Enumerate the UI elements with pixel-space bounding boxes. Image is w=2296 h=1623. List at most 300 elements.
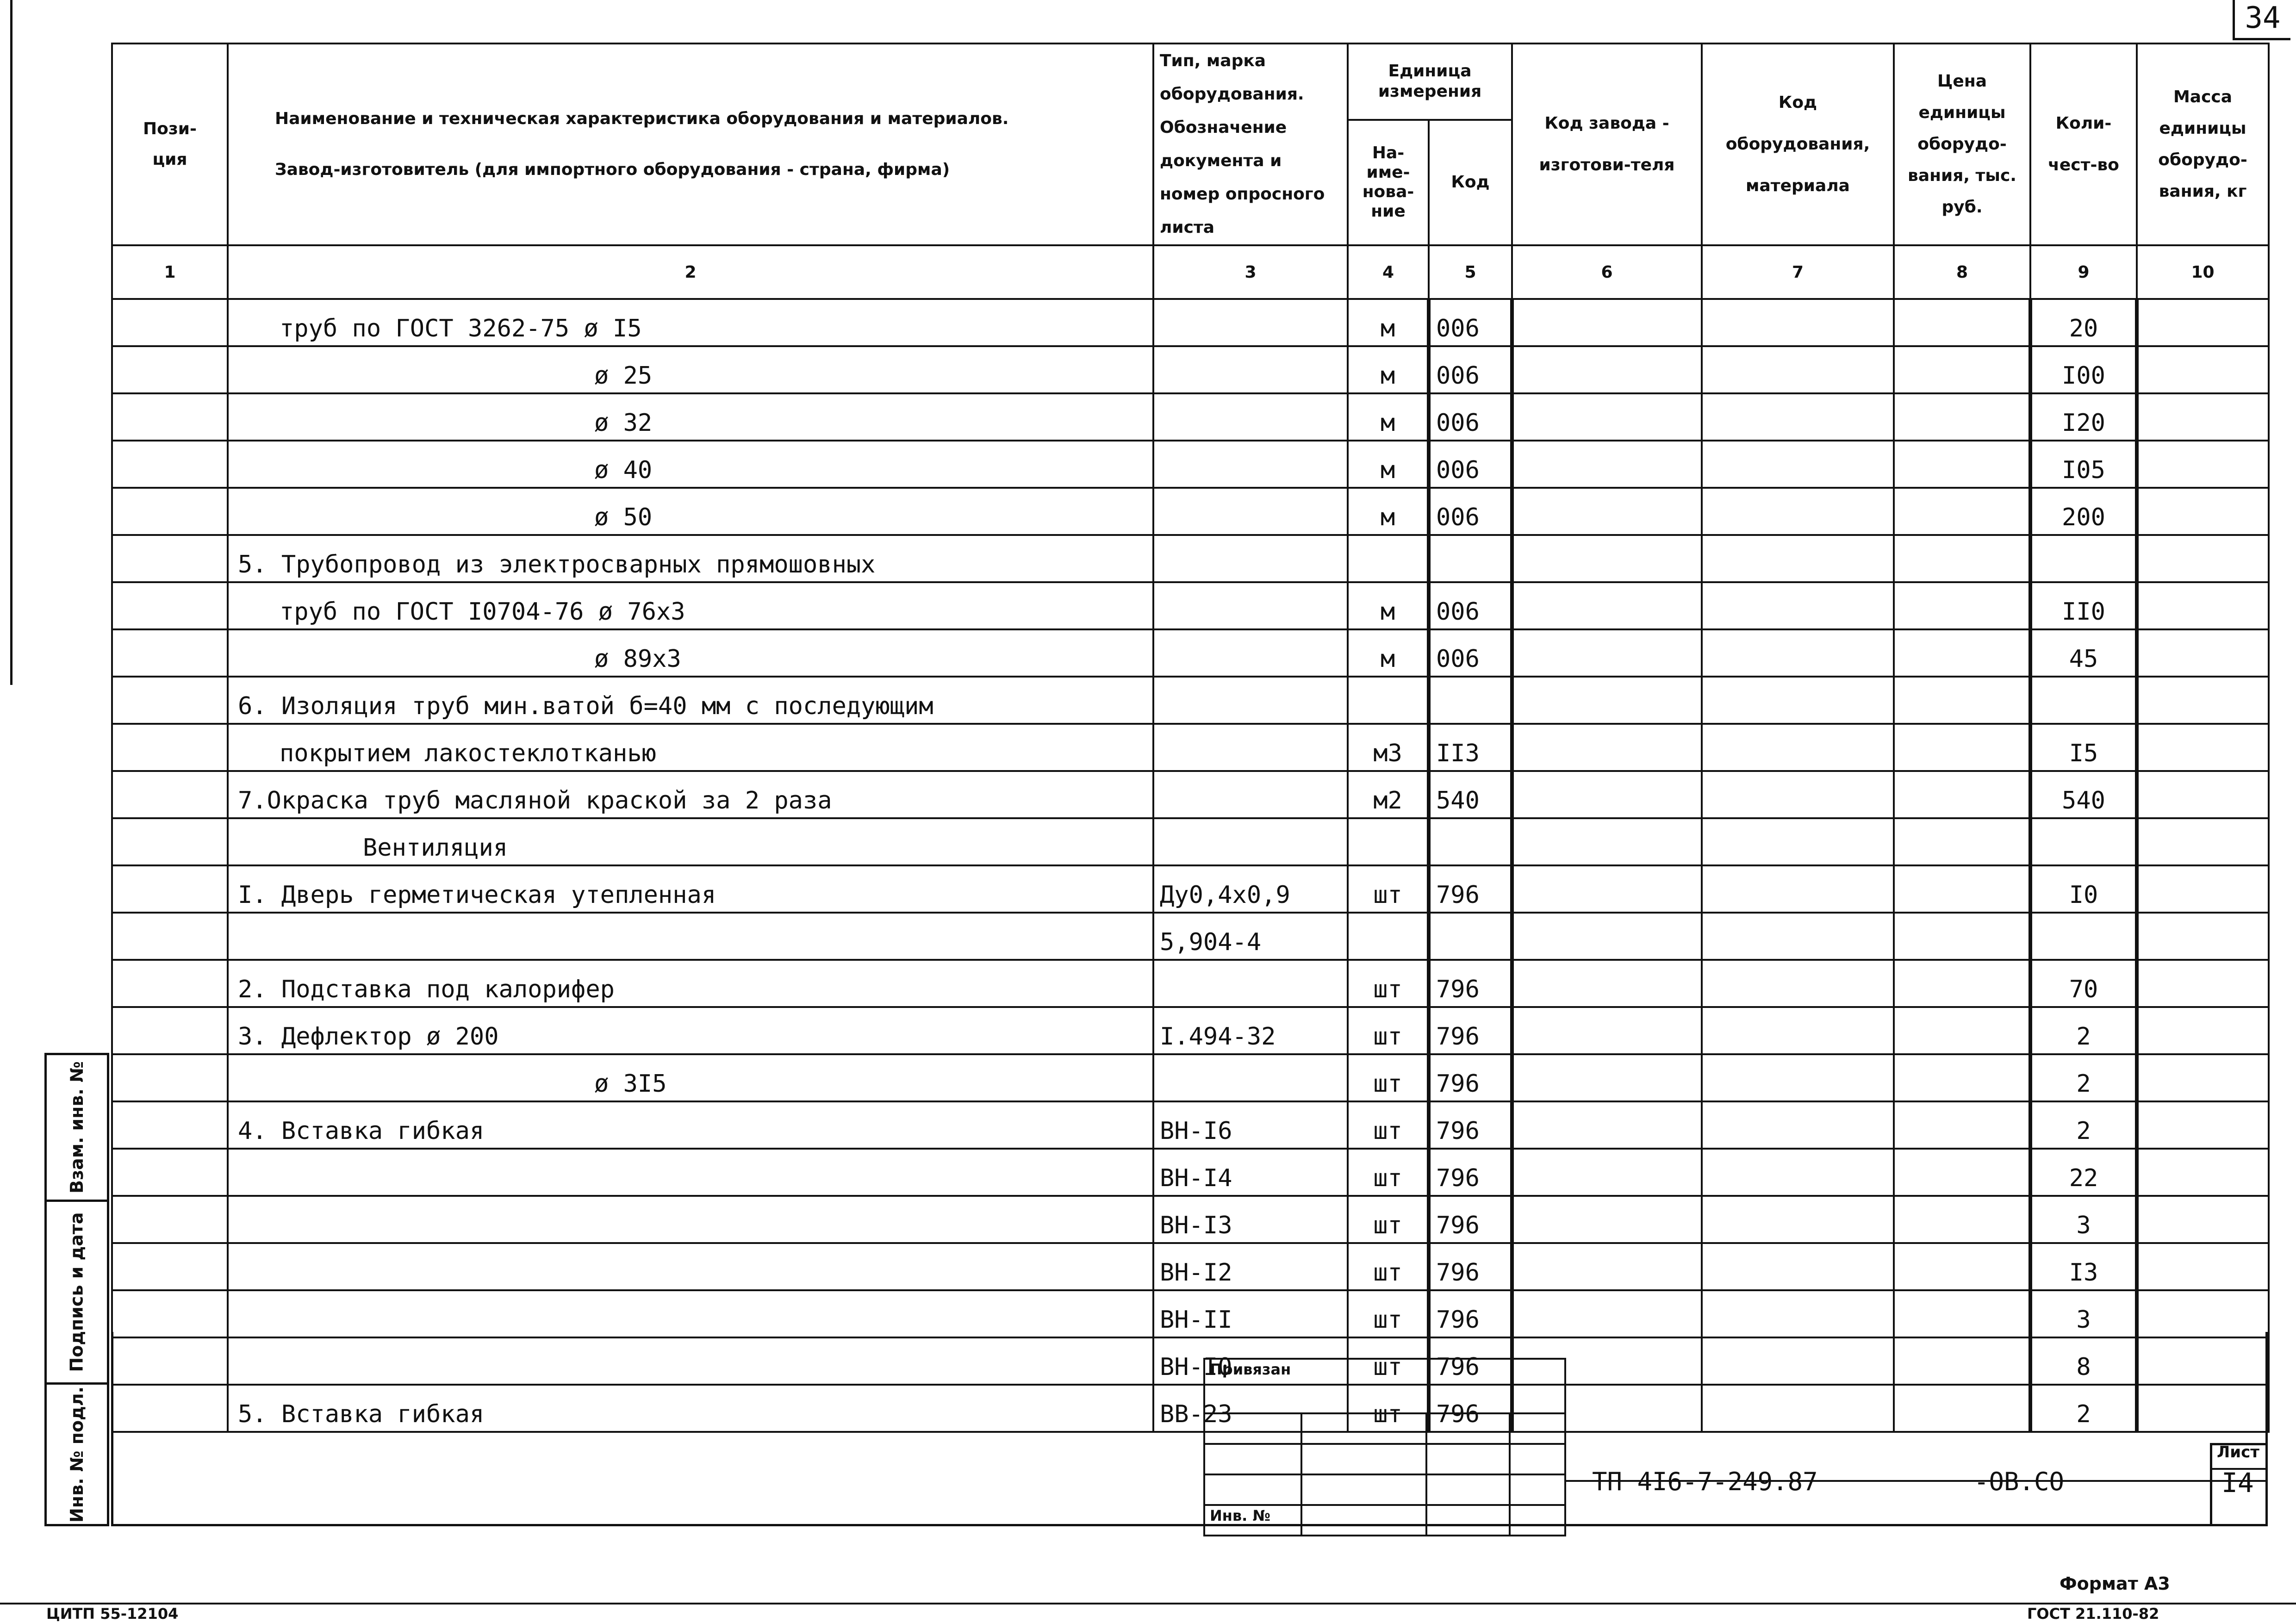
cell-name: 2. Подставка под калорифер (228, 960, 1153, 1007)
cell-name: 7.Окраска труб масляной краской за 2 раза (228, 771, 1153, 818)
cell-factory-code (1512, 1054, 1702, 1101)
cell-quantity: 8 (2030, 1337, 2137, 1385)
left-border-line (10, 0, 12, 685)
cell-quantity (2030, 677, 2137, 724)
cell-factory-code (1512, 771, 1702, 818)
cell-price (1894, 582, 2030, 629)
table-row (112, 393, 2269, 441)
stamp-cell (1426, 1413, 1510, 1444)
cell-type (1153, 771, 1348, 818)
col-num-9: 9 (2030, 245, 2137, 299)
document-suffix: -ОВ.СО (1974, 1467, 2065, 1496)
cell-unit-code: 796 (1429, 1196, 1512, 1243)
side-cell-inv-podl (44, 1382, 109, 1526)
cell-mass (2137, 582, 2269, 629)
cell-unit-code: 796 (1429, 1337, 1512, 1385)
cell-unit: м (1348, 488, 1429, 535)
cell-equipment-code (1702, 960, 1894, 1007)
cell-mass (2137, 535, 2269, 582)
cell-factory-code (1512, 960, 1702, 1007)
cell-quantity: 200 (2030, 488, 2137, 535)
cell-unit: шт (1348, 1290, 1429, 1337)
col-num-6: 6 (1512, 245, 1702, 299)
cell-mass (2137, 1101, 2269, 1149)
cell-price (1894, 1007, 2030, 1054)
cell-type: Ду0,4х0,9 (1153, 865, 1348, 913)
cell-unit: шт (1348, 865, 1429, 913)
cell-equipment-code (1702, 346, 1894, 393)
stamp-cell (1510, 1474, 1565, 1505)
cell-quantity: 540 (2030, 771, 2137, 818)
binding-stamp (1203, 1358, 1566, 1536)
header-unit-code: Код (1429, 120, 1512, 245)
cell-name: 5. Трубопровод из электросварных прямошовных (228, 535, 1153, 582)
table-row (112, 488, 2269, 535)
cell-type (1153, 1054, 1348, 1101)
cell-unit: шт (1348, 1054, 1429, 1101)
cell-unit: м3 (1348, 724, 1429, 771)
cell-equipment-code (1702, 535, 1894, 582)
stamp-cell (1426, 1505, 1510, 1536)
cell-equipment-code (1702, 1007, 1894, 1054)
specification-table (111, 43, 2270, 1433)
cell-quantity: II0 (2030, 582, 2137, 629)
cell-unit-code: 006 (1429, 441, 1512, 488)
cell-unit-code: 540 (1429, 771, 1512, 818)
cell-mass (2137, 346, 2269, 393)
cell-factory-code (1512, 1149, 1702, 1196)
cell-unit: шт (1348, 1337, 1429, 1385)
cell-quantity (2030, 913, 2137, 960)
cell-equipment-code (1702, 1101, 1894, 1149)
side-label-vzam: Взам. инв. № (67, 1061, 87, 1194)
table-row (112, 724, 2269, 771)
cell-price (1894, 771, 2030, 818)
cell-name: труб по ГОСТ 3262-75 ø I5 (228, 299, 1153, 346)
cell-name: ø 50 (228, 488, 1153, 535)
cell-factory-code (1512, 299, 1702, 346)
table-row (112, 818, 2269, 865)
cell-price (1894, 488, 2030, 535)
stamp-cell (1426, 1474, 1510, 1505)
cell-type (1153, 960, 1348, 1007)
cell-unit-code (1429, 913, 1512, 960)
cell-equipment-code (1702, 393, 1894, 441)
stamp-cell (1510, 1505, 1565, 1536)
side-cell-vzam (44, 1053, 109, 1202)
cell-quantity: 2 (2030, 1101, 2137, 1149)
cell-factory-code (1512, 346, 1702, 393)
cell-mass (2137, 677, 2269, 724)
header-equipment-code: Код оборудования, материала (1702, 44, 1894, 245)
cell-unit (1348, 535, 1429, 582)
cell-unit-code (1429, 535, 1512, 582)
cell-position (112, 677, 228, 724)
cell-quantity: 2 (2030, 1007, 2137, 1054)
cell-quantity: I5 (2030, 724, 2137, 771)
cell-type (1153, 393, 1348, 441)
cell-equipment-code (1702, 582, 1894, 629)
cell-price (1894, 629, 2030, 677)
bottom-frame (111, 1332, 2268, 1526)
cell-name (228, 1243, 1153, 1290)
cell-unit: шт (1348, 1385, 1429, 1432)
cell-factory-code (1512, 582, 1702, 629)
cell-position (112, 1196, 228, 1243)
cell-unit-code: 006 (1429, 488, 1512, 535)
side-label-inv-podl: Инв. № подл. (67, 1386, 87, 1523)
cell-unit-code: 796 (1429, 1243, 1512, 1290)
cell-name: 3. Дефлектор ø 200 (228, 1007, 1153, 1054)
cell-unit-code: 796 (1429, 1101, 1512, 1149)
cell-type: ВН-II (1153, 1290, 1348, 1337)
cell-unit: шт (1348, 1101, 1429, 1149)
table-row (112, 771, 2269, 818)
cell-price (1894, 1149, 2030, 1196)
header-position (112, 44, 228, 245)
header-row (112, 44, 2269, 120)
cell-price (1894, 724, 2030, 771)
cell-position (112, 1007, 228, 1054)
cell-mass (2137, 913, 2269, 960)
cell-mass (2137, 488, 2269, 535)
cell-factory-code (1512, 488, 1702, 535)
cell-name (228, 913, 1153, 960)
cell-unit (1348, 818, 1429, 865)
col-num-5: 5 (1429, 245, 1512, 299)
cell-factory-code (1512, 724, 1702, 771)
stamp-cell (1301, 1444, 1426, 1474)
cell-quantity (2030, 535, 2137, 582)
cell-price (1894, 913, 2030, 960)
cell-mass (2137, 724, 2269, 771)
cell-equipment-code (1702, 1243, 1894, 1290)
cell-type (1153, 441, 1348, 488)
cell-position (112, 535, 228, 582)
stamp-cell (1426, 1444, 1510, 1474)
cell-price (1894, 1196, 2030, 1243)
cell-unit: м (1348, 393, 1429, 441)
header-quantity: Коли-чест-во (2030, 44, 2137, 245)
col-num-3: 3 (1153, 245, 1348, 299)
cell-equipment-code (1702, 629, 1894, 677)
cell-unit: м (1348, 582, 1429, 629)
header-name-line1: Наименование и техническая характеристика оборудования и материалов. (275, 109, 1009, 128)
binding-label: Привязан (1204, 1359, 1565, 1413)
cell-quantity: 22 (2030, 1149, 2137, 1196)
cell-name: ø 40 (228, 441, 1153, 488)
cell-factory-code (1512, 1243, 1702, 1290)
cell-type (1153, 677, 1348, 724)
header-unit: Единица измерения (1348, 44, 1512, 120)
cell-mass (2137, 771, 2269, 818)
cell-name: 5. Вставка гибкая (228, 1385, 1153, 1432)
table-row (112, 346, 2269, 393)
cell-type (1153, 299, 1348, 346)
cell-unit: шт (1348, 1007, 1429, 1054)
cell-unit-code: 796 (1429, 1385, 1512, 1432)
side-stamp (44, 1053, 109, 1526)
header-type: Тип, марка оборудования. Обозначение документа и номер опросного листа (1153, 44, 1348, 245)
cell-unit-code (1429, 818, 1512, 865)
cell-quantity: I00 (2030, 346, 2137, 393)
cell-factory-code (1512, 1196, 1702, 1243)
cell-unit: м (1348, 629, 1429, 677)
cell-name (228, 1290, 1153, 1337)
cell-unit: м (1348, 441, 1429, 488)
cell-name (228, 1149, 1153, 1196)
cell-equipment-code (1702, 1290, 1894, 1337)
cell-price (1894, 677, 2030, 724)
cell-unit-code: 796 (1429, 1007, 1512, 1054)
cell-position (112, 913, 228, 960)
cell-mass (2137, 865, 2269, 913)
cell-mass (2137, 1290, 2269, 1337)
header-unit-name: На-име-нова-ние (1348, 120, 1429, 245)
sheet-number: I4 (2221, 1467, 2254, 1499)
cell-quantity: I0 (2030, 865, 2137, 913)
cell-quantity: I20 (2030, 393, 2137, 441)
cell-position (112, 299, 228, 346)
cell-position (112, 393, 228, 441)
cell-quantity: 45 (2030, 629, 2137, 677)
cell-name: I. Дверь герметическая утепленная (228, 865, 1153, 913)
document-code: ТП 4I6-7-249.87 (1592, 1467, 1818, 1496)
col-num-4: 4 (1348, 245, 1429, 299)
cell-price (1894, 535, 2030, 582)
table-row (112, 1101, 2269, 1149)
header-price: Цена единицы оборудо-вания, тыс. руб. (1894, 44, 2030, 245)
cell-quantity: I3 (2030, 1243, 2137, 1290)
cell-price (1894, 1290, 2030, 1337)
cell-position (112, 1101, 228, 1149)
cell-unit-code: 796 (1429, 960, 1512, 1007)
cell-mass (2137, 393, 2269, 441)
cell-position (112, 582, 228, 629)
table-row (112, 1007, 2269, 1054)
cell-position (112, 771, 228, 818)
cell-position (112, 488, 228, 535)
stamp-cell (1204, 1413, 1301, 1444)
cell-type (1153, 488, 1348, 535)
cell-price (1894, 1101, 2030, 1149)
cell-name: ø 3I5 (228, 1054, 1153, 1101)
table-row (112, 1149, 2269, 1196)
cell-name: Вентиляция (228, 818, 1153, 865)
col-num-8: 8 (1894, 245, 2030, 299)
cell-factory-code (1512, 441, 1702, 488)
cell-unit (1348, 677, 1429, 724)
cell-type: ВН-I6 (1153, 1101, 1348, 1149)
stamp-cell (1510, 1444, 1565, 1474)
cell-name: 6. Изоляция труб мин.ватой б=40 мм с последующим (228, 677, 1153, 724)
specification-body (112, 299, 2269, 1432)
cell-type: ВН-I0 (1153, 1337, 1348, 1385)
header-factory-code: Код завода - изготови-теля (1512, 44, 1702, 245)
cell-equipment-code (1702, 1196, 1894, 1243)
table-row (112, 960, 2269, 1007)
side-cell-podpis (44, 1200, 109, 1385)
cell-position (112, 441, 228, 488)
col-num-10: 10 (2137, 245, 2269, 299)
cell-unit-code: 006 (1429, 393, 1512, 441)
cell-position (112, 629, 228, 677)
cell-type: ВН-I3 (1153, 1196, 1348, 1243)
cell-quantity: 2 (2030, 1385, 2137, 1432)
header-name (228, 44, 1153, 245)
stamp-cell (1301, 1413, 1426, 1444)
cell-equipment-code (1702, 677, 1894, 724)
table-row (112, 913, 2269, 960)
cell-equipment-code (1702, 818, 1894, 865)
cell-name: 4. Вставка гибкая (228, 1101, 1153, 1149)
footer-line (0, 1603, 2296, 1604)
cell-equipment-code (1702, 1149, 1894, 1196)
cell-unit-code: 796 (1429, 1290, 1512, 1337)
header-mass: Масса единицы оборудо-вания, кг (2137, 44, 2269, 245)
cell-quantity: 3 (2030, 1290, 2137, 1337)
footer-format: Формат А3 (2060, 1573, 2170, 1594)
cell-unit-code: 796 (1429, 1054, 1512, 1101)
side-label-podpis: Подпись и дата (67, 1212, 87, 1372)
cell-equipment-code (1702, 488, 1894, 535)
cell-unit-code: 006 (1429, 629, 1512, 677)
cell-type: ВН-I2 (1153, 1243, 1348, 1290)
table-row (112, 441, 2269, 488)
cell-price (1894, 441, 2030, 488)
cell-mass (2137, 1196, 2269, 1243)
stamp-cell (1301, 1474, 1426, 1505)
table-row (112, 299, 2269, 346)
column-number-row (112, 245, 2269, 299)
table-row (112, 1054, 2269, 1101)
cell-equipment-code (1702, 771, 1894, 818)
sheet-label: Лист (2217, 1443, 2259, 1461)
cell-price (1894, 1054, 2030, 1101)
cell-quantity: 70 (2030, 960, 2137, 1007)
cell-unit-code: 796 (1429, 865, 1512, 913)
cell-factory-code (1512, 1007, 1702, 1054)
header-position-text: Пози- ция (143, 119, 197, 169)
cell-name: ø 32 (228, 393, 1153, 441)
col-num-1: 1 (112, 245, 228, 299)
cell-price (1894, 346, 2030, 393)
table-row (112, 1290, 2269, 1337)
cell-type: 5,904-4 (1153, 913, 1348, 960)
cell-name: ø 89х3 (228, 629, 1153, 677)
cell-unit-code: II3 (1429, 724, 1512, 771)
cell-factory-code (1512, 865, 1702, 913)
cell-mass (2137, 960, 2269, 1007)
cell-type: ВВ-23 (1153, 1385, 1348, 1432)
stamp-cell (1510, 1413, 1565, 1444)
cell-quantity: I05 (2030, 441, 2137, 488)
table-row (112, 582, 2269, 629)
cell-factory-code (1512, 677, 1702, 724)
cell-name (228, 1196, 1153, 1243)
table-row (112, 677, 2269, 724)
cell-price (1894, 393, 2030, 441)
cell-mass (2137, 1007, 2269, 1054)
sheet-corner-number: 34 (2233, 0, 2290, 40)
cell-factory-code (1512, 1290, 1702, 1337)
table-row (112, 535, 2269, 582)
cell-unit-code: 006 (1429, 299, 1512, 346)
cell-equipment-code (1702, 913, 1894, 960)
cell-factory-code (1512, 913, 1702, 960)
cell-quantity: 3 (2030, 1196, 2137, 1243)
cell-quantity: 20 (2030, 299, 2137, 346)
cell-mass (2137, 299, 2269, 346)
cell-name: труб по ГОСТ I0704-76 ø 76х3 (228, 582, 1153, 629)
cell-unit: шт (1348, 960, 1429, 1007)
col-num-2: 2 (228, 245, 1153, 299)
cell-mass (2137, 441, 2269, 488)
cell-type (1153, 582, 1348, 629)
cell-factory-code (1512, 1101, 1702, 1149)
cell-position (112, 1054, 228, 1101)
cell-quantity: 2 (2030, 1054, 2137, 1101)
stamp-cell (1204, 1444, 1301, 1474)
cell-mass (2137, 818, 2269, 865)
col-num-7: 7 (1702, 245, 1894, 299)
cell-price (1894, 865, 2030, 913)
cell-unit: шт (1348, 1149, 1429, 1196)
cell-quantity (2030, 818, 2137, 865)
cell-equipment-code (1702, 299, 1894, 346)
cell-position (112, 1149, 228, 1196)
cell-type: I.494-32 (1153, 1007, 1348, 1054)
cell-price (1894, 1243, 2030, 1290)
cell-type (1153, 346, 1348, 393)
stamp-cell (1204, 1474, 1301, 1505)
cell-equipment-code (1702, 1054, 1894, 1101)
cell-price (1894, 960, 2030, 1007)
table-row (112, 629, 2269, 677)
cell-mass (2137, 629, 2269, 677)
cell-name: покрытием лакостеклотканью (228, 724, 1153, 771)
cell-type (1153, 629, 1348, 677)
cell-factory-code (1512, 393, 1702, 441)
cell-equipment-code (1702, 724, 1894, 771)
cell-position (112, 1290, 228, 1337)
footer-right: ГОСТ 21.110-82 (2027, 1605, 2159, 1623)
cell-mass (2137, 1149, 2269, 1196)
cell-equipment-code (1702, 865, 1894, 913)
cell-type (1153, 535, 1348, 582)
cell-unit-code: 006 (1429, 582, 1512, 629)
cell-position (112, 865, 228, 913)
cell-unit: м (1348, 299, 1429, 346)
cell-mass (2137, 1243, 2269, 1290)
cell-unit-code: 006 (1429, 346, 1512, 393)
cell-unit (1348, 913, 1429, 960)
cell-type (1153, 724, 1348, 771)
cell-type: ВН-I4 (1153, 1149, 1348, 1196)
stamp-cell (1301, 1505, 1426, 1536)
inventory-label: Инв. № (1204, 1505, 1301, 1536)
footer-left: ЦИТП 55-12104 (46, 1605, 179, 1623)
cell-unit: шт (1348, 1243, 1429, 1290)
table-row (112, 865, 2269, 913)
cell-position (112, 818, 228, 865)
cell-unit: м (1348, 346, 1429, 393)
cell-unit: шт (1348, 1196, 1429, 1243)
cell-equipment-code (1702, 441, 1894, 488)
cell-position (112, 346, 228, 393)
cell-mass (2137, 1054, 2269, 1101)
cell-position (112, 724, 228, 771)
